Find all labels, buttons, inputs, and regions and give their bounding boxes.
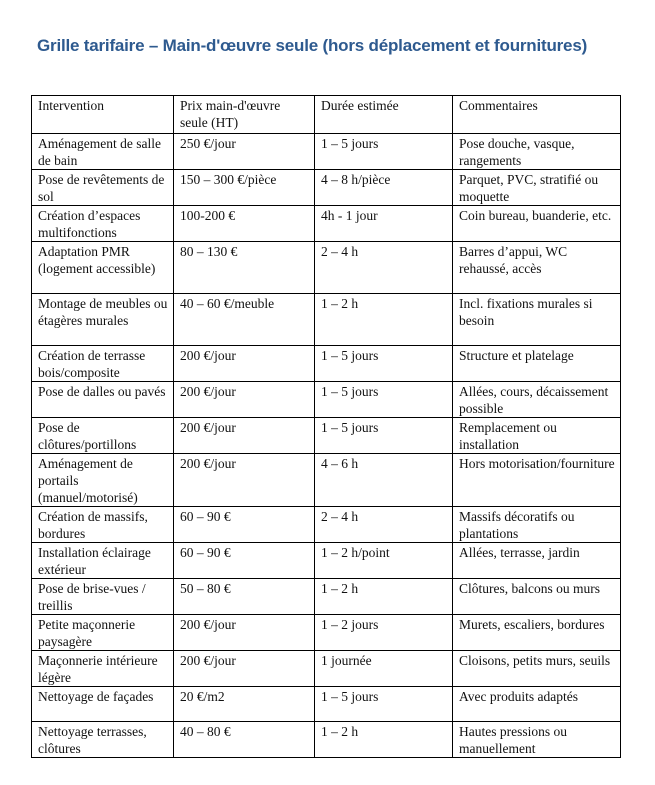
cell-comments: Parquet, PVC, stratifié ou moquette xyxy=(453,170,621,206)
cell-intervention: Montage de meubles ou étagères murales xyxy=(32,294,174,346)
cell-duration: 1 – 5 jours xyxy=(315,687,453,722)
cell-comments: Allées, terrasse, jardin xyxy=(453,543,621,579)
cell-duration: 4h - 1 jour xyxy=(315,206,453,242)
cell-price: 200 €/jour xyxy=(174,615,315,651)
cell-duration: 4 – 8 h/pièce xyxy=(315,170,453,206)
table-row xyxy=(32,346,621,382)
cell-duration: 1 – 2 jours xyxy=(315,615,453,651)
cell-price: 80 – 130 € xyxy=(174,242,315,294)
cell-duration: 1 – 2 h/point xyxy=(315,543,453,579)
cell-comments: Hors motorisation/fourniture xyxy=(453,454,621,507)
table-row xyxy=(32,579,621,615)
cell-price: 40 – 80 € xyxy=(174,722,315,758)
cell-price: 20 €/m2 xyxy=(174,687,315,722)
cell-price: 200 €/jour xyxy=(174,418,315,454)
cell-intervention: Nettoyage terrasses, clôtures xyxy=(32,722,174,758)
cell-comments: Hautes pressions ou manuellement xyxy=(453,722,621,758)
cell-price: 200 €/jour xyxy=(174,382,315,418)
cell-duration: 4 – 6 h xyxy=(315,454,453,507)
cell-price: 40 – 60 €/meuble xyxy=(174,294,315,346)
table-row xyxy=(32,543,621,579)
cell-intervention: Petite maçonnerie paysagère xyxy=(32,615,174,651)
cell-intervention: Adaptation PMR (logement accessible) xyxy=(32,242,174,294)
table-row xyxy=(32,206,621,242)
header-comments: Commentaires xyxy=(453,96,621,134)
cell-intervention: Pose de dalles ou pavés xyxy=(32,382,174,418)
cell-intervention: Pose de revêtements de sol xyxy=(32,170,174,206)
table-row xyxy=(32,170,621,206)
cell-duration: 2 – 4 h xyxy=(315,507,453,543)
cell-price: 250 €/jour xyxy=(174,134,315,170)
cell-comments: Structure et platelage xyxy=(453,346,621,382)
table-row xyxy=(32,615,621,651)
cell-comments: Incl. fixations murales si besoin xyxy=(453,294,621,346)
cell-comments: Remplacement ou installation xyxy=(453,418,621,454)
cell-comments: Allées, cours, décaissement possible xyxy=(453,382,621,418)
cell-intervention: Nettoyage de façades xyxy=(32,687,174,722)
table-row xyxy=(32,294,621,346)
pricing-table xyxy=(31,95,621,758)
cell-intervention: Maçonnerie intérieure légère xyxy=(32,651,174,687)
cell-intervention: Aménagement de salle de bain xyxy=(32,134,174,170)
cell-comments: Cloisons, petits murs, seuils xyxy=(453,651,621,687)
cell-duration: 1 – 2 h xyxy=(315,294,453,346)
table-row xyxy=(32,418,621,454)
table-row xyxy=(32,507,621,543)
cell-price: 200 €/jour xyxy=(174,651,315,687)
cell-duration: 1 journée xyxy=(315,651,453,687)
header-duration: Durée estimée xyxy=(315,96,453,134)
table-header-row xyxy=(32,96,621,134)
cell-duration: 1 – 5 jours xyxy=(315,346,453,382)
cell-comments: Coin bureau, buanderie, etc. xyxy=(453,206,621,242)
cell-price: 150 – 300 €/pièce xyxy=(174,170,315,206)
table-row xyxy=(32,454,621,507)
table-row xyxy=(32,382,621,418)
table-row xyxy=(32,134,621,170)
cell-intervention: Pose de clôtures/portillons xyxy=(32,418,174,454)
cell-intervention: Aménagement de portails (manuel/motorisé) xyxy=(32,454,174,507)
cell-price: 200 €/jour xyxy=(174,346,315,382)
cell-duration: 1 – 2 h xyxy=(315,579,453,615)
cell-comments: Barres d’appui, WC rehaussé, accès xyxy=(453,242,621,294)
cell-comments: Avec produits adaptés xyxy=(453,687,621,722)
cell-duration: 1 – 5 jours xyxy=(315,382,453,418)
cell-price: 50 – 80 € xyxy=(174,579,315,615)
cell-intervention: Pose de brise-vues / treillis xyxy=(32,579,174,615)
cell-comments: Pose douche, vasque, rangements xyxy=(453,134,621,170)
header-intervention: Intervention xyxy=(32,96,174,134)
document-title: Grille tarifaire – Main-d'œuvre seule (hors déplacement et fournitures) xyxy=(37,36,588,55)
cell-comments: Clôtures, balcons ou murs xyxy=(453,579,621,615)
cell-intervention: Création d’espaces multifonctions xyxy=(32,206,174,242)
cell-duration: 1 – 5 jours xyxy=(315,134,453,170)
cell-intervention: Installation éclairage extérieur xyxy=(32,543,174,579)
table-row xyxy=(32,722,621,758)
cell-intervention: Création de terrasse bois/composite xyxy=(32,346,174,382)
table-row xyxy=(32,651,621,687)
header-price: Prix main-d'œuvre seule (HT) xyxy=(174,96,315,134)
cell-price: 60 – 90 € xyxy=(174,543,315,579)
cell-price: 200 €/jour xyxy=(174,454,315,507)
table-row xyxy=(32,242,621,294)
table-row xyxy=(32,687,621,722)
cell-duration: 1 – 2 h xyxy=(315,722,453,758)
cell-duration: 2 – 4 h xyxy=(315,242,453,294)
cell-duration: 1 – 5 jours xyxy=(315,418,453,454)
cell-intervention: Création de massifs, bordures xyxy=(32,507,174,543)
cell-comments: Massifs décoratifs ou plantations xyxy=(453,507,621,543)
cell-comments: Murets, escaliers, bordures xyxy=(453,615,621,651)
cell-price: 100-200 € xyxy=(174,206,315,242)
cell-price: 60 – 90 € xyxy=(174,507,315,543)
